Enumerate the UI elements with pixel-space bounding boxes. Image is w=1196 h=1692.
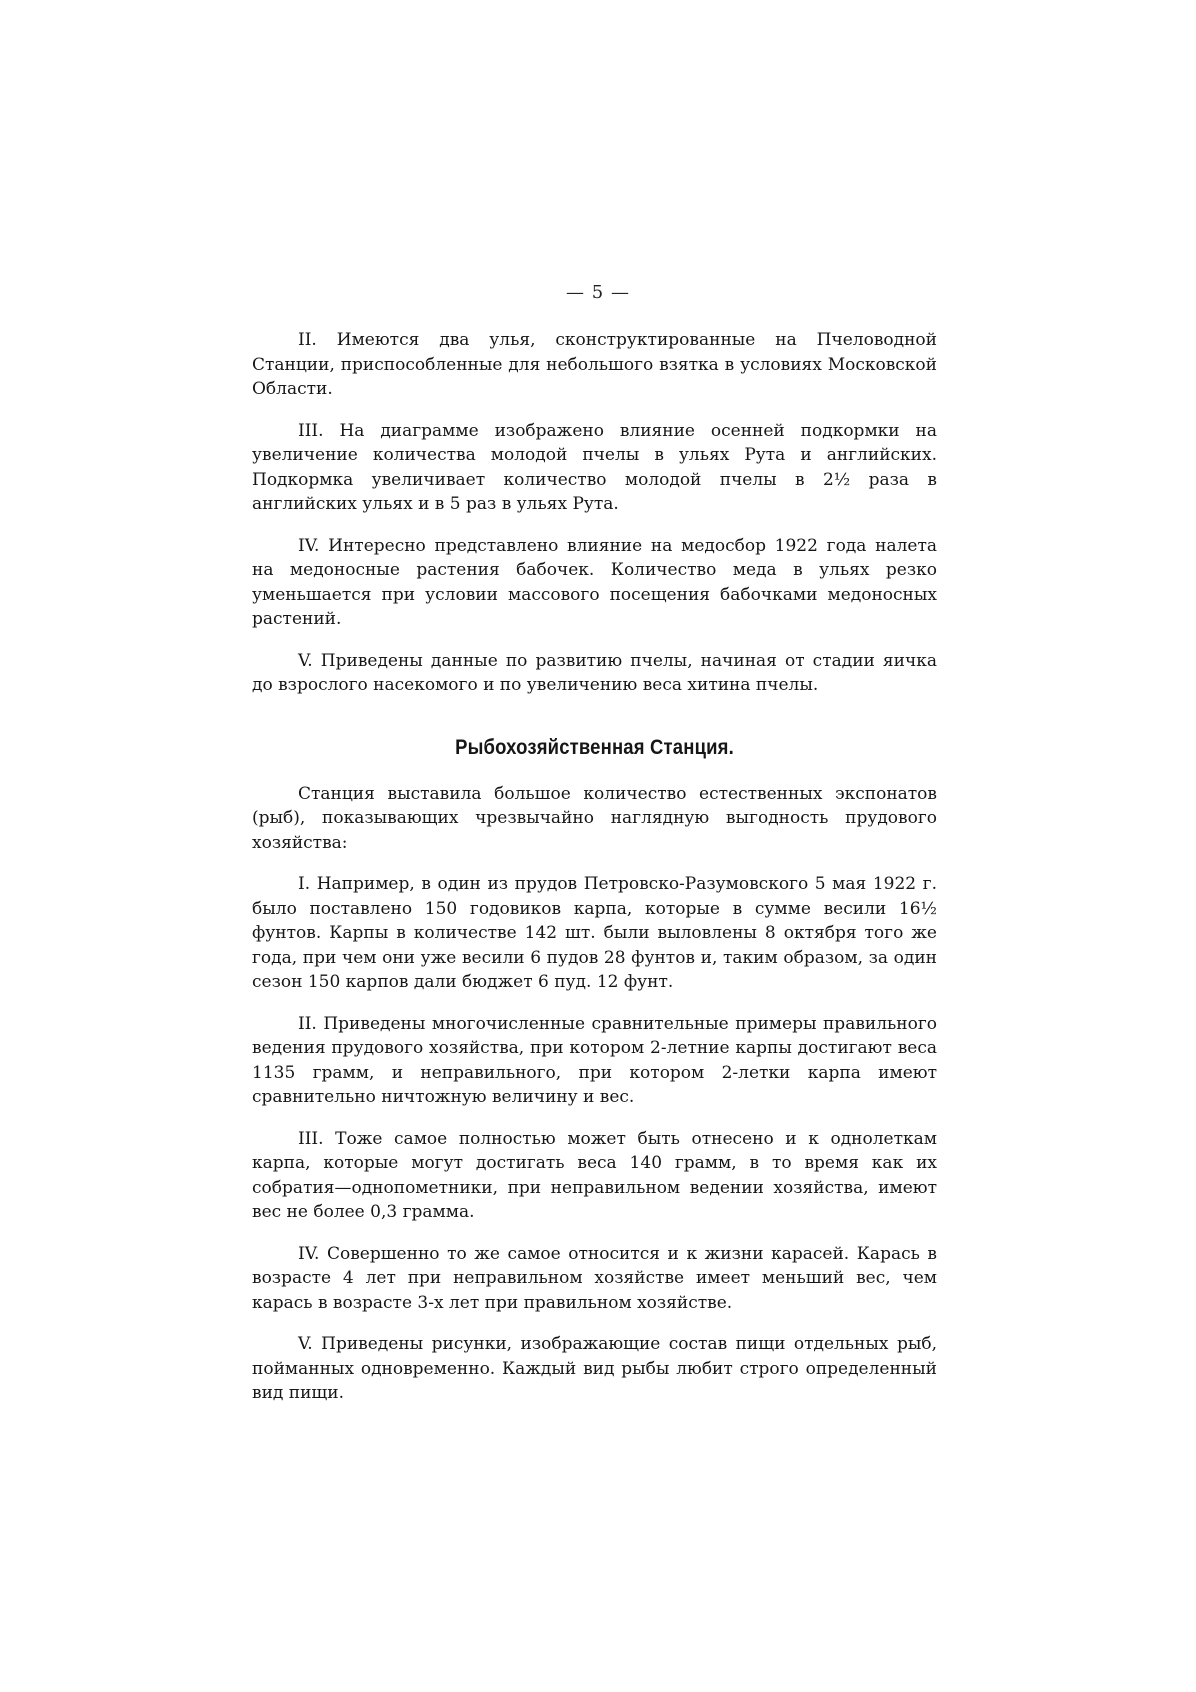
page-number: — 5 — [566, 282, 630, 303]
fish-paragraph-1: I. Например, в один из прудов Петровско-Разумовского 5 мая 1922 г. было поставлено 150 годовиков карпа, которые в сумме весили 16½ фунтов. Карпы в количестве 142 шт. были выловлены 8 октября того же года, при чем они уже весили 6 пудов 28 фунтов и, таким образом, за один сезон 150 карпов дали бюджет 6 пуд. 12 фунт. [252, 874, 937, 992]
fish-paragraph-4: IV. Совершенно то же самое относится и к жизни карасей. Карась в возрасте 4 лет при неправильном хозяйстве имеет меньший вес, чем карась в возрасте 3-х лет при правильном хозяйстве. [252, 1243, 937, 1313]
fish-paragraph-2: II. Приведены многочисленные сравнительные примеры правильного ведения прудового хозяйства, при котором 2-летние карпы достигают веса 1135 грамм, и неправильного, при котором 2-летки карпа имеют сравнительно ничтожную величину и вес. [252, 1013, 937, 1107]
fish-intro-paragraph: Станция выставила большое количество естественных экспонатов (рыб), показывающих чрезвычайно наглядную выгодность прудового хозяйства: [252, 783, 937, 853]
fish-station-heading: Рыбохозяйственная Станция. [455, 735, 734, 759]
bee-paragraph-4: IV. Интересно представлено влияние на медосбор 1922 года налета на медоносные растения бабочек. Количество меда в ульях резко уменьшается при условии массового посещения бабочками медоносных растений. [252, 535, 937, 629]
fish-paragraph-5: V. Приведены рисунки, изображающие состав пищи отдельных рыб, пойманных одновременно. Каждый вид рыбы любит строго определенный вид пищи. [252, 1334, 937, 1403]
page-content [252, 328, 937, 1423]
bee-paragraph-2: II. Имеются два улья, сконструктированные на Пчеловодной Станции, приспособленные для небольшого взятка в условиях Московской Области. [252, 330, 937, 399]
fish-paragraph-3: III. Тоже самое полностью может быть отнесено и к однолеткам карпа, которые могут достигать веса 140 грамм, в то время как их собратия—однопометники, при неправильном ведении хозяйства, имеют вес не более 0,3 грамма. [252, 1128, 937, 1222]
bee-paragraph-3: III. На диаграмме изображено влияние осенней подкормки на увеличение количества молодой пчелы в ульях Рута и английских. Подкормка увеличивает количество молодой пчелы в 2½ раза в английских ульях и в 5 раз в ульях Рута. [252, 420, 937, 514]
bee-paragraph-5: V. Приведены данные по развитию пчелы, начиная от стадии яичка до взрослого насекомого и по увеличению веса хитина пчелы. [252, 650, 937, 695]
